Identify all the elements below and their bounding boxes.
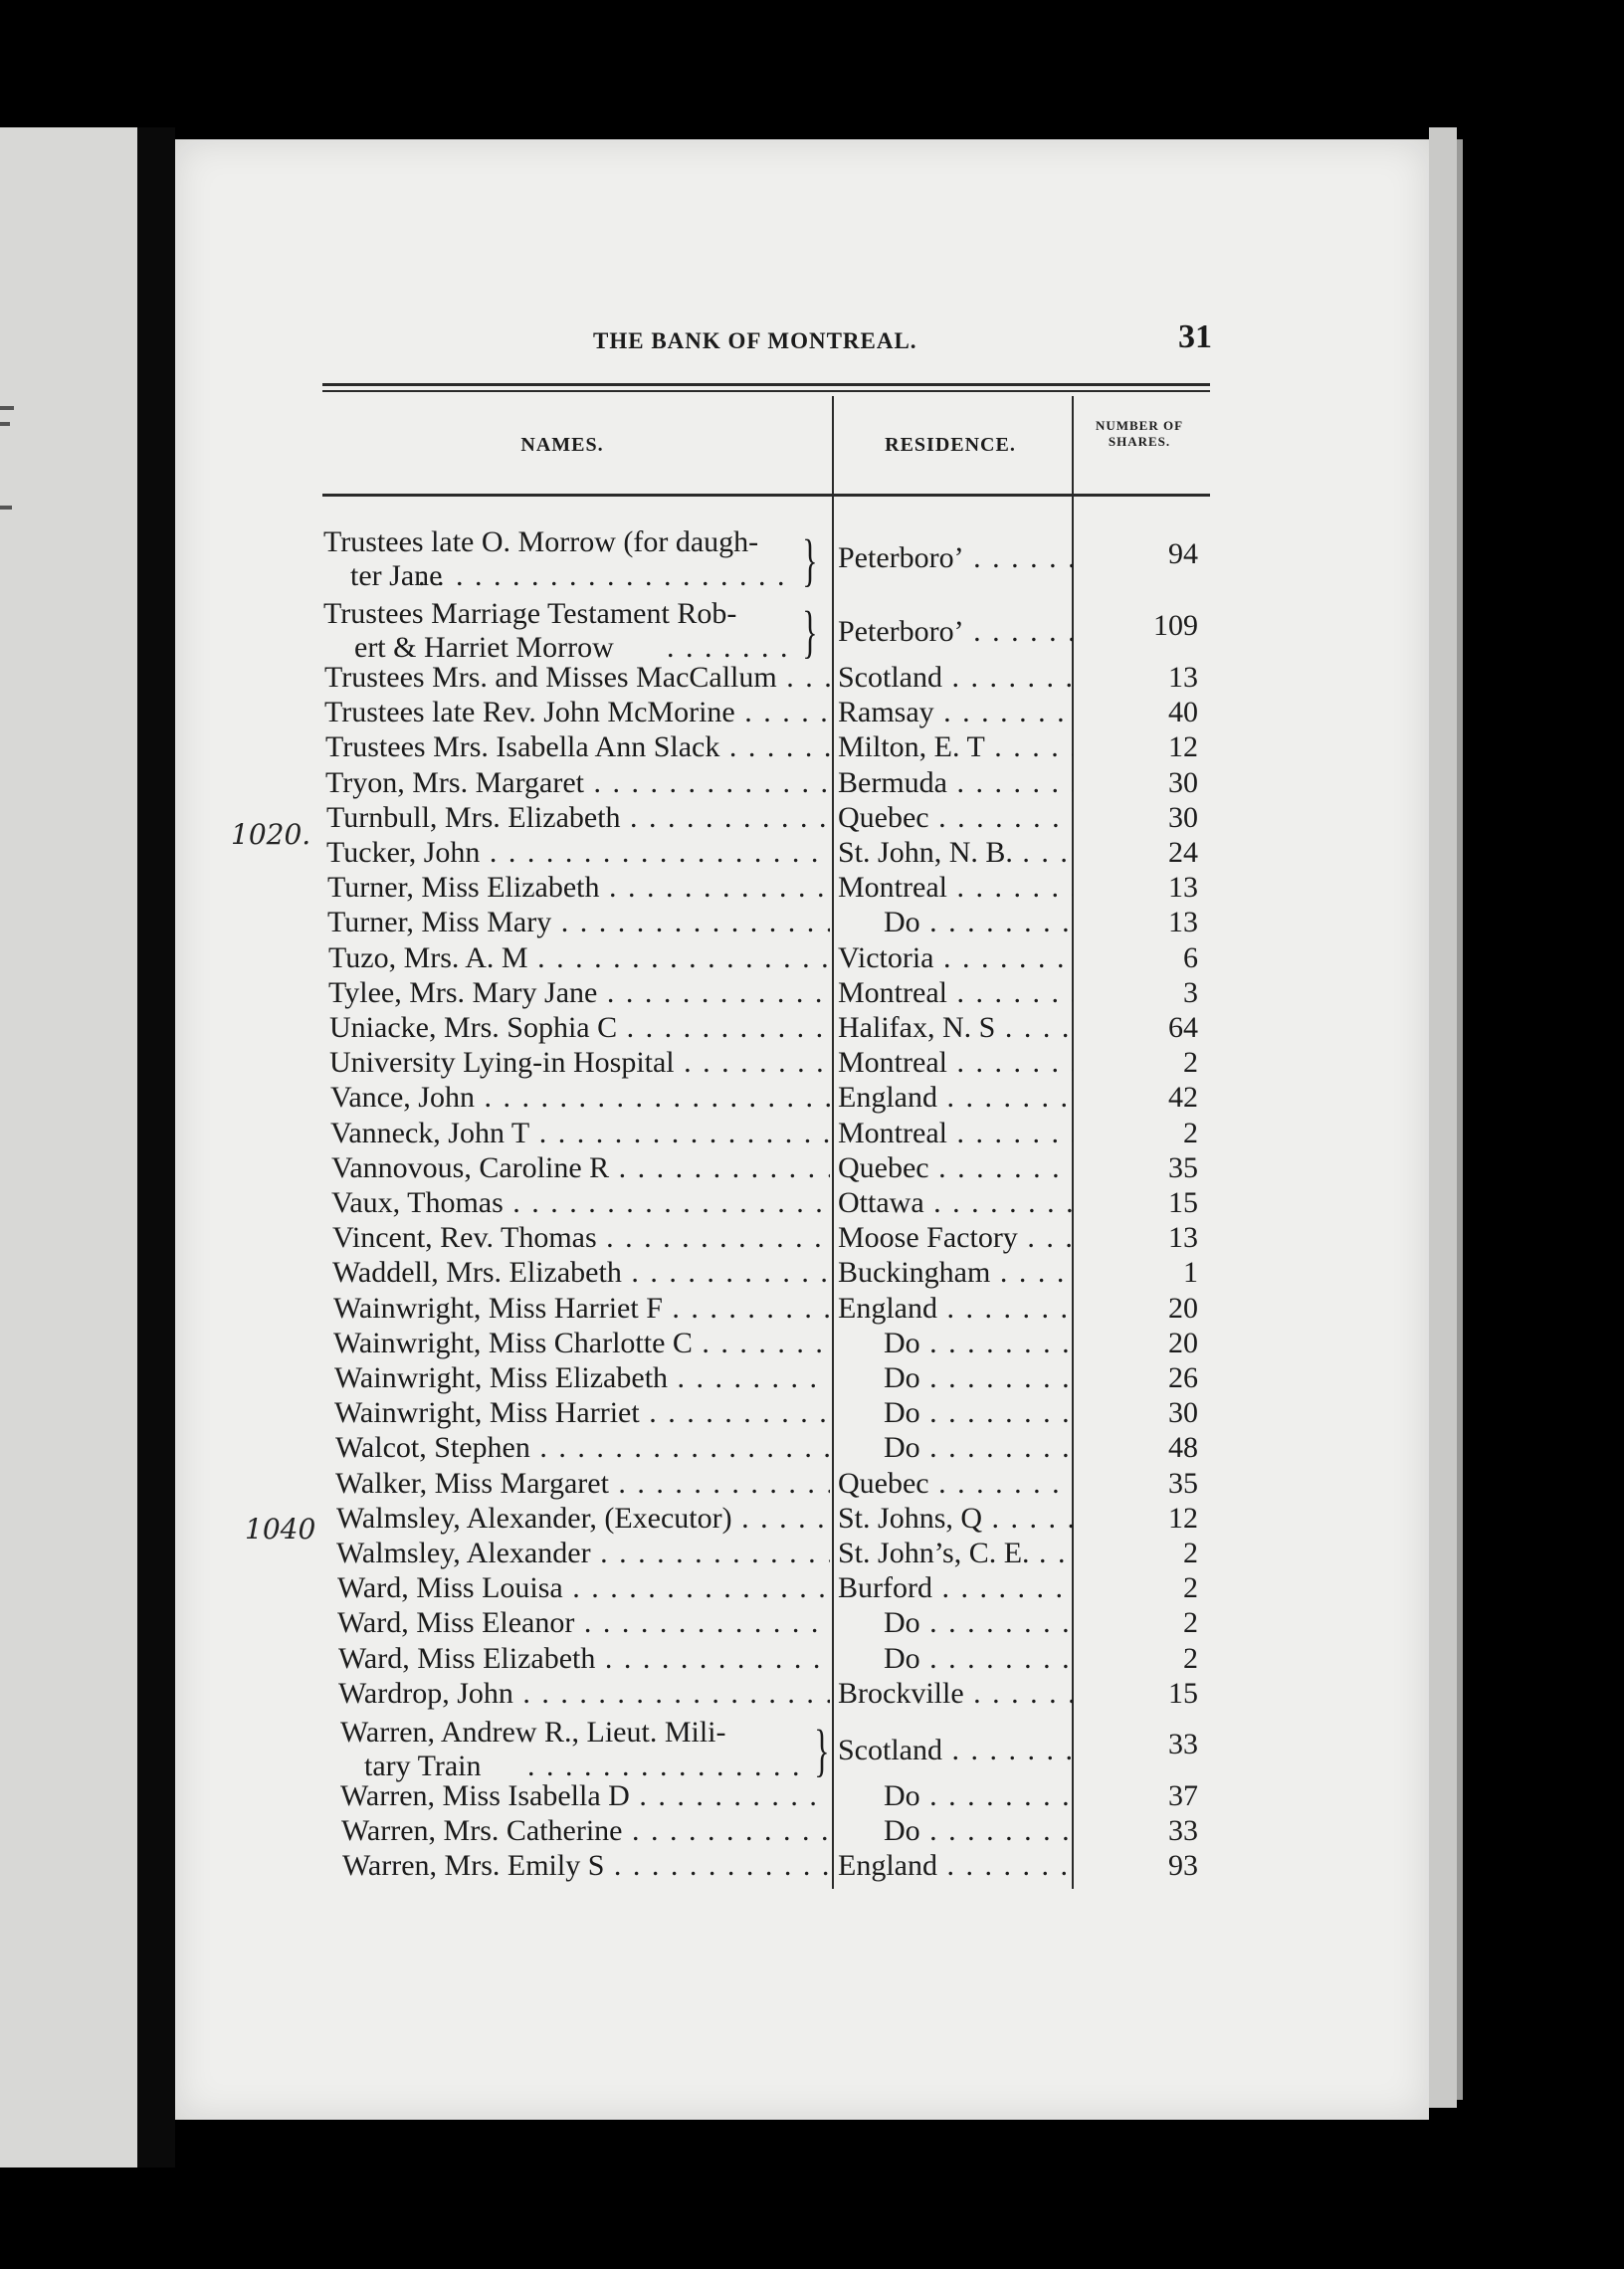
- entry-residence: Buckingham . . .: [838, 1256, 1073, 1290]
- entry-name: Tylee, Mrs. Mary Jane . . .: [328, 976, 830, 1010]
- names-column-header: NAMES.: [520, 434, 604, 456]
- entry-residence: Do . . .: [838, 906, 1073, 939]
- entry-name: Turner, Miss Mary . . .: [327, 906, 830, 939]
- entry-name: Turner, Miss Elizabeth . . .: [327, 871, 830, 905]
- entry-residence: Quebec . . .: [838, 801, 1073, 835]
- entry-name: Warren, Miss Isabella D . . .: [340, 1779, 830, 1813]
- entry-name: Wainwright, Miss Harriet . . .: [334, 1396, 830, 1430]
- entry-name: Waddell, Mrs. Elizabeth . . .: [332, 1256, 830, 1290]
- entry-shares: 15: [1168, 1186, 1198, 1219]
- entry-name-line1: Trustees late O. Morrow (for daugh-: [323, 525, 759, 558]
- entry-name-line2: ert & Harriet Morrow: [354, 631, 614, 664]
- entry-shares: 12: [1168, 1501, 1198, 1535]
- entry-name: Walcot, Stephen . . .: [335, 1431, 830, 1465]
- entry-residence: St. Johns, Q . . .: [838, 1502, 1073, 1536]
- column-divider-names: [832, 396, 834, 1889]
- entry-shares: 13: [1168, 1221, 1198, 1255]
- page-number: 31: [1178, 318, 1212, 355]
- facing-page-edge: [0, 127, 137, 2167]
- entry-name: Vaux, Thomas . . .: [331, 1186, 830, 1220]
- entry-residence: Do . . .: [838, 1814, 1073, 1848]
- entry-residence: England . . .: [838, 1849, 1073, 1883]
- entry-residence: Scotland . . .: [838, 1734, 1073, 1767]
- entry-shares: 13: [1168, 661, 1198, 694]
- book-gutter: [137, 127, 175, 2167]
- entry-residence: Quebec . . .: [838, 1151, 1073, 1185]
- residence-column-header: RESIDENCE.: [885, 434, 1016, 456]
- entry-name: University Lying-in Hospital . . .: [329, 1046, 830, 1080]
- entry-name-line1: Warren, Andrew R., Lieut. Mili-: [340, 1716, 726, 1749]
- entry-name: Trustees Mrs. and Misses MacCallum . . .: [324, 661, 830, 695]
- margin-annotation: 1020.: [231, 818, 311, 851]
- entry-residence: Do . . .: [838, 1327, 1073, 1360]
- entry-name-line2: tary Train: [364, 1750, 482, 1782]
- entry-residence: Scotland . . .: [838, 661, 1073, 695]
- page-edge-shadow: [1457, 139, 1463, 2100]
- entry-name: Uniacke, Mrs. Sophia C . . .: [329, 1011, 830, 1045]
- entry-residence: Bermuda . . .: [838, 766, 1073, 800]
- entry-residence: Halifax, N. S . . .: [838, 1011, 1073, 1045]
- entry-shares: 109: [1153, 609, 1198, 642]
- entry-shares: 30: [1168, 800, 1198, 834]
- entry-residence: Burford . . .: [838, 1571, 1073, 1605]
- brace-glyph: }: [802, 527, 818, 592]
- entry-shares: 6: [1183, 940, 1198, 974]
- entry-name: Walmsley, Alexander, (Executor) . . .: [336, 1502, 830, 1536]
- entry-dots: [667, 631, 792, 665]
- entry-name: Trustees late Rev. John McMorine . . .: [324, 696, 830, 729]
- entry-residence: Peterboro’ . . .: [838, 541, 1073, 575]
- entry-dots: [527, 1750, 806, 1783]
- shares-header-line1: NUMBER OF: [1095, 418, 1184, 433]
- entry-name: Walker, Miss Margaret . . .: [335, 1467, 830, 1501]
- entry-name-line1: Trustees Marriage Testament Rob-: [323, 597, 737, 630]
- header-bottom-rule: [322, 494, 1210, 497]
- entry-shares: 2: [1183, 1571, 1198, 1605]
- entry-name: Wainwright, Miss Charlotte C . . .: [333, 1327, 830, 1360]
- entry-residence: England . . .: [838, 1081, 1073, 1115]
- entry-residence: Do . . .: [838, 1361, 1073, 1395]
- entry-shares: 48: [1168, 1431, 1198, 1465]
- entry-residence: England . . .: [838, 1292, 1073, 1326]
- entry-residence: Do . . .: [838, 1431, 1073, 1465]
- entry-residence: Peterboro’ . . .: [838, 615, 1073, 649]
- entry-shares: 30: [1168, 765, 1198, 799]
- entry-shares: 15: [1168, 1676, 1198, 1710]
- shares-column-header: [1075, 418, 1204, 450]
- entry-shares: 24: [1168, 836, 1198, 869]
- entry-shares: 20: [1168, 1326, 1198, 1359]
- entry-name-line2: ter Jane: [350, 559, 443, 592]
- entry-residence: St. John’s, C. E. . . .: [838, 1537, 1073, 1570]
- entry-residence: St. John, N. B. . . .: [838, 836, 1073, 870]
- entry-dots: [418, 559, 792, 593]
- entry-shares: 35: [1168, 1150, 1198, 1184]
- entry-name: Warren, Mrs. Emily S . . .: [342, 1849, 830, 1883]
- entry-name: Tryon, Mrs. Margaret . . .: [325, 766, 830, 800]
- running-head: THE BANK OF MONTREAL.: [593, 328, 917, 353]
- entry-shares: 33: [1168, 1728, 1198, 1760]
- entry-name: Trustees Mrs. Isabella Ann Slack . . .: [325, 730, 830, 764]
- entry-shares: 94: [1168, 537, 1198, 570]
- entry-name: Vincent, Rev. Thomas . . .: [332, 1221, 830, 1255]
- top-double-rule: [322, 383, 1210, 386]
- entry-shares: 20: [1168, 1291, 1198, 1325]
- entry-residence: Do . . .: [838, 1642, 1073, 1676]
- entry-residence: Moose Factory . . .: [838, 1221, 1073, 1255]
- page-edge: [1429, 127, 1457, 2108]
- shares-header-line2: SHARES.: [1108, 434, 1171, 449]
- entry-shares: 64: [1168, 1011, 1198, 1044]
- entry-shares: 2: [1183, 1641, 1198, 1675]
- entry-name: Vanneck, John T . . .: [330, 1117, 830, 1150]
- entry-residence: Milton, E. T . . .: [838, 730, 1073, 764]
- entry-shares: 12: [1168, 730, 1198, 764]
- entry-name: Turnbull, Mrs. Elizabeth . . .: [326, 801, 830, 835]
- entry-shares: 2: [1183, 1606, 1198, 1640]
- entry-residence: Do . . .: [838, 1779, 1073, 1813]
- entry-residence: Montreal . . .: [838, 976, 1073, 1010]
- entry-residence: Victoria . . .: [838, 941, 1073, 975]
- entry-name: Wainwright, Miss Elizabeth . . .: [334, 1361, 830, 1395]
- entry-shares: 42: [1168, 1081, 1198, 1115]
- entry-name: Ward, Miss Louisa . . .: [337, 1571, 830, 1605]
- entry-shares: 2: [1183, 1116, 1198, 1149]
- entry-shares: 30: [1168, 1396, 1198, 1430]
- entry-shares: 13: [1168, 906, 1198, 939]
- entry-residence: Montreal . . .: [838, 1117, 1073, 1150]
- entry-name: Tuzo, Mrs. A. M . . .: [328, 941, 830, 975]
- entry-shares: 33: [1168, 1814, 1198, 1848]
- entry-shares: 3: [1183, 975, 1198, 1009]
- entry-name: Vannovous, Caroline R . . .: [331, 1151, 830, 1185]
- entry-residence: Montreal . . .: [838, 871, 1073, 905]
- margin-annotation: 1040: [245, 1513, 316, 1546]
- entry-residence: Brockville . . .: [838, 1677, 1073, 1711]
- entry-shares: 2: [1183, 1537, 1198, 1569]
- entry-shares: 93: [1168, 1849, 1198, 1883]
- entry-shares: 13: [1168, 871, 1198, 905]
- entry-shares: 37: [1168, 1779, 1198, 1812]
- entry-residence: Ramsay . . .: [838, 696, 1073, 729]
- entry-shares: 40: [1168, 696, 1198, 729]
- brace-glyph: }: [814, 1718, 830, 1782]
- brace-glyph: }: [802, 599, 818, 664]
- entry-residence: Do . . .: [838, 1606, 1073, 1640]
- entry-name: Warren, Mrs. Catherine . . .: [341, 1814, 830, 1848]
- entry-shares: 2: [1183, 1046, 1198, 1080]
- entry-shares: 1: [1183, 1256, 1198, 1290]
- top-double-rule: [322, 390, 1210, 392]
- entry-name: Tucker, John . . .: [326, 836, 830, 870]
- entry-name: Ward, Miss Elizabeth . . .: [338, 1642, 830, 1676]
- entry-residence: Montreal . . .: [838, 1046, 1073, 1080]
- entry-name: Wardrop, John . . .: [338, 1677, 830, 1711]
- entry-name: Ward, Miss Eleanor . . .: [337, 1606, 830, 1640]
- entry-name: Wainwright, Miss Harriet F . . .: [333, 1292, 830, 1326]
- entry-name: Vance, John . . .: [330, 1081, 830, 1115]
- entry-residence: Quebec . . .: [838, 1467, 1073, 1501]
- entry-shares: 26: [1168, 1361, 1198, 1394]
- entry-residence: Do . . .: [838, 1396, 1073, 1430]
- entry-name: Walmsley, Alexander . . .: [336, 1537, 830, 1570]
- entry-residence: Ottawa . . .: [838, 1186, 1073, 1220]
- entry-shares: 35: [1168, 1466, 1198, 1500]
